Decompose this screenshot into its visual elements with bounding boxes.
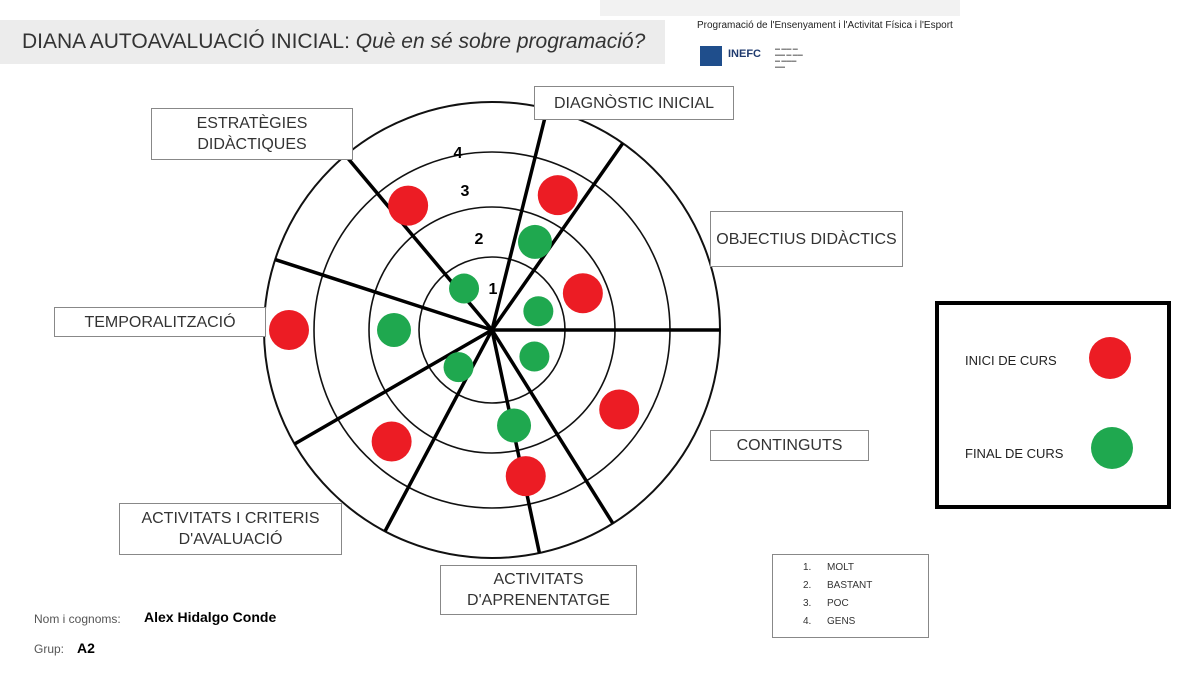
ring-number-label: 1 xyxy=(488,281,498,298)
rating-dot-final xyxy=(449,274,479,304)
course-name: Programació de l'Ensenyament i l'Activitat Física i l'Esport xyxy=(697,20,953,31)
legend-inici-label: INICI DE CURS xyxy=(965,353,1057,368)
rating-dot-final xyxy=(444,352,474,382)
scale-item: 3. POC xyxy=(803,598,849,609)
rating-dot-inici xyxy=(599,389,639,429)
rating-dot-final xyxy=(497,408,531,442)
title-main: DIANA AUTOAVALUACIÓ INICIAL: xyxy=(22,30,356,53)
legend-final-dot xyxy=(1091,427,1133,469)
rating-dot-inici xyxy=(388,186,428,226)
rating-dot-final xyxy=(523,296,553,326)
group-label: Grup: xyxy=(34,642,65,656)
rating-dot-inici xyxy=(506,456,546,496)
scale-item: 1. MOLT xyxy=(803,562,855,573)
sector-label-activitats-aprenentatge: ACTIVITATS D'APRENENTATGE xyxy=(440,565,637,615)
ring-number-label: 4 xyxy=(453,145,463,162)
sector-label-activitats-avaluacio: ACTIVITATS I CRITERIS D'AVALUACIÓ xyxy=(119,503,342,555)
rating-dot-final xyxy=(519,341,549,371)
ring-number-label: 3 xyxy=(460,183,470,200)
name-value: Alex Hidalgo Conde xyxy=(144,609,277,625)
title-subtitle: Què en sé sobre programació? xyxy=(355,30,646,53)
rating-dot-inici xyxy=(538,175,578,215)
legend-final-label: FINAL DE CURS xyxy=(965,446,1064,461)
rating-dot-inici xyxy=(372,421,412,461)
scale-item: 2. BASTANT xyxy=(803,580,873,591)
sector-label-diagnostic: DIAGNÒSTIC INICIAL xyxy=(534,86,734,120)
sector-label-objectius: OBJECTIUS DIDÀCTICS xyxy=(710,211,903,267)
scale-item: 4. GENS xyxy=(803,616,856,627)
legend-inici-dot xyxy=(1089,337,1131,379)
sector-label-estrategies: ESTRATÈGIES DIDÀCTIQUES xyxy=(151,108,353,160)
group-value: A2 xyxy=(77,640,95,656)
sector-label-temporalitzacio: TEMPORALITZACIÓ xyxy=(54,307,266,337)
inefc-logo-text: INEFC xyxy=(728,48,761,60)
name-label: Nom i cognoms: xyxy=(34,612,121,626)
rating-dot-final xyxy=(377,313,411,347)
sector-label-continguts: CONTINGUTS xyxy=(710,430,869,461)
rating-dot-inici xyxy=(563,273,603,313)
rating-scale xyxy=(772,554,929,638)
sector-divider xyxy=(345,155,492,330)
logo-fine-print: ▬ ▬▬ ▬ ▬▬ ▬ ▬▬ ▬ ▬▬▬ ▬▬ xyxy=(775,46,803,70)
rating-dot-inici xyxy=(269,310,309,350)
sector-divider xyxy=(492,143,623,330)
legend xyxy=(935,301,1171,509)
ring-number-label: 2 xyxy=(474,231,484,248)
rating-dot-final xyxy=(518,225,552,259)
